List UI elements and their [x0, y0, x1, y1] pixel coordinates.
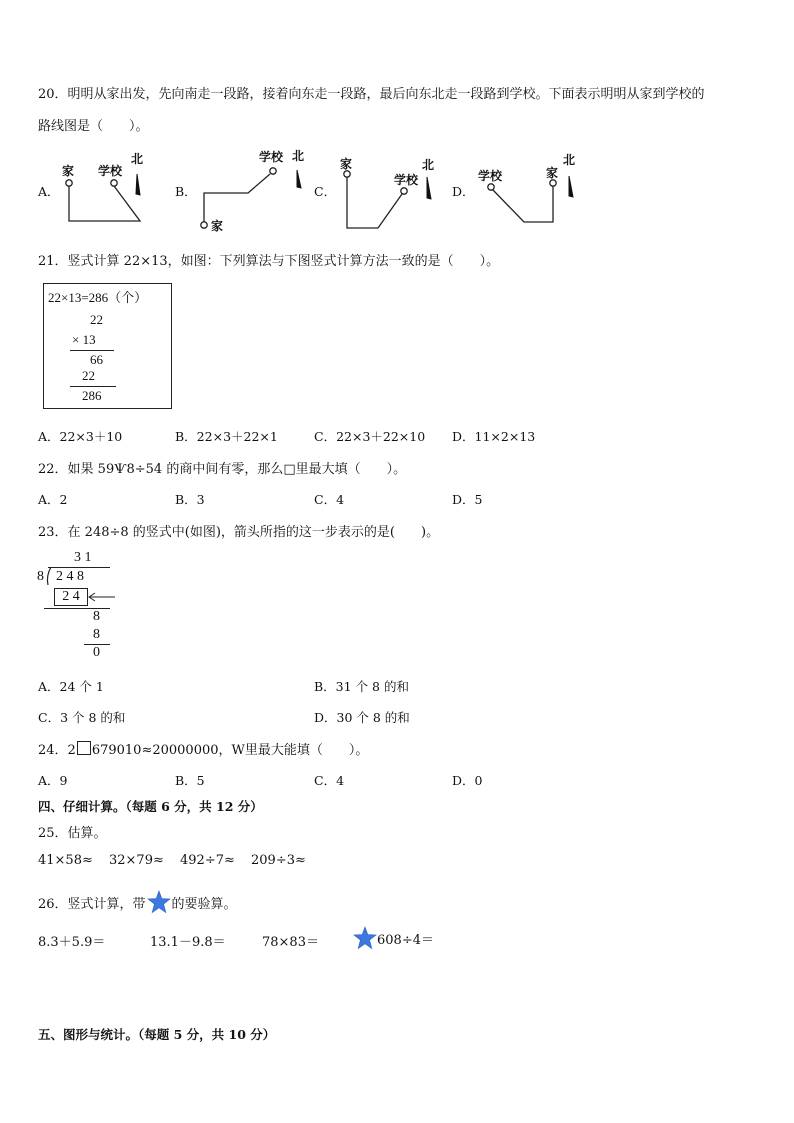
q25-item-1: 41×58≈ — [38, 853, 93, 868]
label-school-c: 学校 — [394, 173, 419, 187]
label-school-a: 学校 — [98, 164, 123, 178]
q26-item-2: 13.1－9.8＝ — [150, 935, 226, 950]
label-school-d: 学校 — [478, 169, 503, 183]
division-remainder: 0 — [93, 645, 100, 660]
division-step3: 8 — [93, 627, 100, 642]
q24-option-d[interactable]: D．0 — [452, 773, 483, 788]
calc-multiplier: × 13 — [72, 332, 96, 347]
q23-option-a[interactable]: A．24 个 1 — [38, 679, 104, 694]
calc-partial-2: 22 — [82, 368, 95, 383]
q21-vertical-calc-box — [43, 283, 172, 409]
north-arrow-d — [569, 176, 573, 197]
calc-multiplicand: 22 — [90, 312, 103, 327]
q22-option-d[interactable]: D．5 — [452, 492, 483, 507]
q20-text-line2: 路线图是（ ）。 — [38, 119, 149, 134]
q26-item-1: 8.3＋5.9＝ — [38, 935, 106, 950]
q22-option-c[interactable]: C．4 — [314, 492, 345, 507]
calc-result: 286 — [82, 388, 102, 403]
q21-option-d[interactable]: D．11×2×13 — [452, 429, 536, 444]
q24-text — [38, 739, 368, 758]
q20-route-diagrams — [0, 140, 794, 240]
q24-suffix: 679010≈20000000，W里最大能填（ ）。 — [91, 743, 369, 758]
division-rule-1 — [44, 608, 110, 609]
label-north-d: 北 — [563, 153, 576, 167]
q20-text-line1: 20．明明从家出发，先向南走一段路，接着向东走一段路，最后向东北走一段路到学校。下面表示明明从家到学校的 — [38, 87, 705, 102]
label-home-b: 家 — [211, 219, 224, 233]
arrow-pointer — [86, 591, 116, 603]
q26-item-3: 78×83＝ — [262, 935, 319, 950]
division-bracket — [45, 566, 53, 586]
north-arrow-c — [427, 177, 431, 199]
q22-option-b[interactable]: B．3 — [175, 492, 205, 507]
label-north-c: 北 — [422, 158, 435, 172]
q20-option-a[interactable]: A． — [38, 184, 60, 199]
q24-option-a[interactable]: A．9 — [38, 773, 68, 788]
q26-suffix: 的要验算。 — [171, 897, 237, 912]
q26-item-4-wrap — [353, 926, 434, 950]
division-dividend: 2 4 8 — [56, 569, 84, 584]
calc-rule-2 — [70, 386, 116, 387]
q23-option-d[interactable]: D．30 个 8 的和 — [314, 710, 410, 725]
label-home-c: 家 — [340, 157, 353, 171]
q25-item-4: 209÷3≈ — [251, 853, 306, 868]
q24-option-c[interactable]: C．4 — [314, 773, 345, 788]
section-4-heading: 四、仔细计算。（每题 6 分，共 12 分） — [38, 799, 263, 814]
q21-text: 21．竖式计算 22×13，如图：下列算法与下图竖式计算方法一致的是（ ）。 — [38, 254, 500, 269]
label-home-d: 家 — [546, 166, 559, 180]
label-home-a: 家 — [62, 164, 75, 178]
q21-option-c[interactable]: C．22×3＋22×10 — [314, 429, 426, 444]
q26-prefix: 26．竖式计算，带 — [38, 897, 146, 912]
route-diagram-a — [66, 180, 140, 221]
q25-item-3: 492÷7≈ — [180, 853, 235, 868]
q23-option-c[interactable]: C．3 个 8 的和 — [38, 710, 126, 725]
division-step1-boxed: 2 4 — [54, 588, 88, 606]
q20-option-b[interactable]: B． — [175, 184, 197, 199]
division-quotient: 3 1 — [74, 550, 92, 565]
q24-blank-box — [77, 741, 91, 755]
label-north-b: 北 — [292, 149, 305, 163]
division-bar — [48, 567, 110, 568]
division-step2: 8 — [93, 609, 100, 624]
division-divisor: 8 — [37, 569, 44, 584]
q21-option-b[interactable]: B．22×3＋22×1 — [175, 429, 278, 444]
q24-option-b[interactable]: B．5 — [175, 773, 205, 788]
q20-option-d[interactable]: D． — [452, 184, 475, 199]
q23-option-b[interactable]: B．31 个 8 的和 — [314, 679, 409, 694]
route-diagram-d — [488, 180, 556, 222]
calc-header: 22×13=286（个） — [48, 290, 148, 305]
q20-option-c[interactable]: C． — [314, 184, 337, 199]
q22-option-a[interactable]: A．2 — [38, 492, 68, 507]
q23-text: 23．在 248÷8 的竖式中(如图)，箭头所指的这一步表示的是( )。 — [38, 525, 440, 540]
calc-rule-1 — [70, 350, 114, 351]
q23-long-division — [36, 548, 116, 664]
q24-prefix: 24．2 — [38, 743, 76, 758]
star-icon — [353, 926, 377, 950]
q26-item-4: 608÷4＝ — [377, 933, 434, 948]
q25-item-2: 32×79≈ — [109, 853, 164, 868]
q25-text: 25．估算。 — [38, 826, 107, 841]
north-arrow-a — [136, 174, 140, 195]
calc-partial-1: 66 — [90, 352, 103, 367]
label-north-a: 北 — [131, 152, 144, 166]
label-school-b: 学校 — [259, 150, 284, 164]
q22-text: 22．如果 59Ѱ8÷54 的商中间有零，那么□里最大填（ ）。 — [38, 462, 407, 477]
north-arrow-b — [297, 170, 301, 188]
q21-option-a[interactable]: A．22×3＋10 — [38, 429, 123, 444]
section-5-heading: 五、图形与统计。（每题 5 分，共 10 分） — [38, 1027, 276, 1042]
star-icon — [147, 890, 171, 914]
q26-text — [38, 890, 237, 914]
